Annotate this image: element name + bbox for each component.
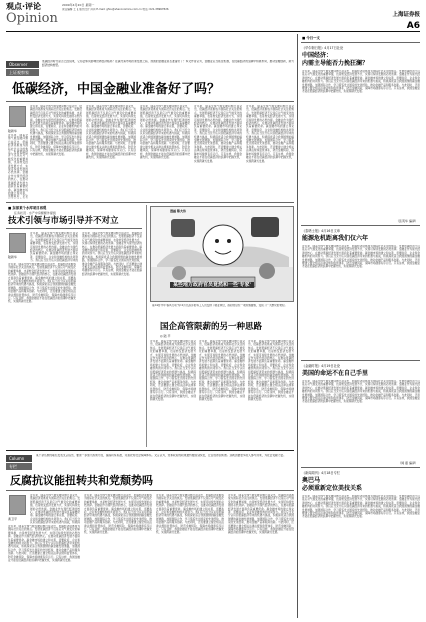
- right-item-2-body: 近年来，随着全球气候变暖问题日益突出，低碳经济逐渐成为国际社会关注的焦点。发展低碳经济不仅是应对气候变化的重要举措，也是转变经济发展方式、实现可持续发展的必然选择。金融业作为现代经济的核心，在推动低碳经济发展方面肩负着重要使命。碳金融市场的建立和完善，需要政府、企业和金融机构的共同努力。我们应当充分认识到低碳经济带来的机遇与挑战，积极探索适合我国国情的碳金融发展道路，加强国际合作，学习借鉴发达国家的先进经验，推动金融产品和服务创新。与此同时，还需要建立健全相关法律法规和监管体系，防范金融风险，保障市场健康有序运行。只有这样，我国金融业才能在低碳经济的浪潮中把握先机，实现跨越式发展。: [302, 245, 420, 269]
- page-number: A6: [406, 21, 420, 31]
- columnist-headline: 反腐抗议能扭转共和党颓势吗: [10, 474, 153, 487]
- columnist-col-2: 近年来，随着全球气候变暖问题日益突出，低碳经济逐渐成为国际社会关注的焦点。发展低碳经济不仅是应对气候变化的重要举措，也是转变经济发展方式、实现可持续发展的必然选择。金融业作为现代经济的核心，在推动低碳经济发展方面肩负着重要使命。碳金融市场的建立和完善，需要政府、企业和金融机构的共同努力。我们应当充分认识到低碳经济带来的机遇与挑战，积极探索适合我国国情的碳金融发展道路，加强国际合作，学习借鉴发达国家的先进经验，推动金融产品和服务创新。与此同时，还需要建立健全相关法律法规和监管体系，防范金融风险，保障市场健康有序运行。只有这样，我国金融业才能在低碳经济的浪潮中把握先机，实现跨越式发展。: [84, 494, 152, 535]
- columnist-col-3: 近年来，随着全球气候变暖问题日益突出，低碳经济逐渐成为国际社会关注的焦点。发展低碳经济不仅是应对气候变化的重要举措，也是转变经济发展方式、实现可持续发展的必然选择。金融业作为现代经济的核心，在推动低碳经济发展方面肩负着重要使命。碳金融市场的建立和完善，需要政府、企业和金融机构的共同努力。我们应当充分认识到低碳经济带来的机遇与挑战，积极探索适合我国国情的碳金融发展道路，加强国际合作，学习借鉴发达国家的先进经验，推动金融产品和服务创新。与此同时，还需要建立健全相关法律法规和监管体系，防范金融风险，保障市场健康有序运行。只有这样，我国金融业才能在低碳经济的浪潮中把握先机，实现跨越式发展。: [156, 494, 224, 535]
- left-col-1a: 近年来，随着全球气候变暖问题日益突出，低碳经济逐渐成为国际社会关注的焦点。发展低碳经济不仅是应对气候变化的重要举措，也是转变经济发展方式、实现可持续发展的必然选择。金融业作为现代经济的核心，在推动低碳经济发展方面肩负着重要使命。碳金融市场的建立和完善，需要政府、企业和金融机构的共同努力。我们应当充分认识到低碳经济带来的: [30, 232, 78, 262]
- observer-col-3: 近年来，随着全球气候变暖问题日益突出，低碳经济逐渐成为国际社会关注的焦点。发展低碳经济不仅是应对气候变化的重要举措，也是转变经济发展方式、实现可持续发展的必然选择。金融业作为现代经济的核心，在推动低碳经济发展方面肩负着重要使命。碳金融市场的建立和完善，需要政府、企业和金融机构的共同努力。我们应当充分认识到低碳经济带来的机遇与挑战，积极探索适合我国国情的碳金融发展道路，加强国际合作，学习借鉴发达国家的先进经验，推动金融产品和服务创新。与此同时，还需要建立健全相关法律法规和监管体系，防范金融风险，保障市场健康有序运行。只有这样，我国金融业才能在低碳经济的浪潮中把握先机，实现跨越式发展。: [140, 105, 190, 160]
- observer-col-4: 近年来，随着全球气候变暖问题日益突出，低碳经济逐渐成为国际社会关注的焦点。发展低碳经济不仅是应对气候变化的重要举措，也是转变经济发展方式、实现可持续发展的必然选择。金融业作为现代经济的核心，在推动低碳经济发展方面肩负着重要使命。碳金融市场的建立和完善，需要政府、企业和金融机构的共同努力。我们应当充分认识到低碳经济带来的机遇与挑战，积极探索适合我国国情的碳金融发展道路，加强国际合作，学习借鉴发达国家的先进经验，推动金融产品和服务创新。与此同时，还需要建立健全相关法律法规和监管体系，防范金融风险，保障市场健康有序运行。只有这样，我国金融业才能在低碳经济的浪潮中把握先机，实现跨越式发展。: [194, 105, 242, 163]
- left-col-2: 近年来，随着全球气候变暖问题日益突出，低碳经济逐渐成为国际社会关注的焦点。发展低碳经济不仅是应对气候变化的重要举措，也是转变经济发展方式、实现可持续发展的必然选择。金融业作为现代经济的核心，在推动低碳经济发展方面肩负着重要使命。碳金融市场的建立和完善，需要政府、企业和金融机构的共同努力。我们应当充分认识到低碳经济带来的机遇与挑战，积极探索适合我国国情的碳金融发展道路，加强国际合作，学习借鉴发达国家的先进经验，推动金融产品和服务创新。与此同时，还需要建立健全相关法律法规和监管体系，防范金融风险，保障市场健康有序运行。只有这样，我国金融业才能在低碳经济的浪潮中把握先机，实现跨越式发展。: [82, 232, 142, 276]
- columnist-headline-rule: [6, 490, 294, 491]
- center-author: ◎ 陆 平: [160, 334, 171, 338]
- right-item-3-source: 《金融时报》4月19日社论: [302, 364, 340, 368]
- left-headline: 技术引领与市场引导并不对立: [8, 216, 119, 226]
- right-item-4-title-2: 必须重新定位美技关系: [302, 485, 363, 492]
- right-item-4-title-1: 奥巴马: [302, 477, 321, 484]
- right-translator-1: （张英华 编译）: [396, 219, 418, 223]
- right-item-3-title: 美国的命运不在自己手里: [302, 370, 369, 377]
- left-kicker-2: 任务状况 · 水产中房额额外提到: [14, 211, 56, 215]
- right-item-1-body: 近年来，随着全球气候变暖问题日益突出，低碳经济逐渐成为国际社会关注的焦点。发展低碳经济不仅是应对气候变化的重要举措，也是转变经济发展方式、实现可持续发展的必然选择。金融业作为现代经济的核心，在推动低碳经济发展方面肩负着重要使命。碳金融市场的建立和完善，需要政府、企业和金融机构的共同努力。我们应当充分认识到低碳经济带来的机遇与挑战，积极探索适合我国国情的碳金融发展道路，加强国际合作，学习借鉴发达国家的先进经验，推动金融产品和服务创新。与此同时，还需要建立健全相关法律法规和监管体系，防范金融风险，保障市场健康有序运行。只有这样，我国金融业才能在低碳经济的浪潮中把握先机，实现跨越式发展。: [302, 70, 420, 94]
- right-title-rule: [301, 42, 420, 43]
- left-author-photo: [9, 233, 26, 253]
- left-headline-rule: [6, 228, 142, 229]
- right-item-2-source: 《泰晤士报》4月16日文章: [302, 229, 340, 233]
- observer-author: 陆新华: [8, 129, 18, 133]
- observer-col-1: 近年来，随着全球气候变暖问题日益突出，低碳经济逐渐成为国际社会关注的焦点。发展低碳经济不仅是应对气候变化的重要举措，也是转变经济发展方式、实现可持续发展的必然选择。金融业作为现代经济的核心，在推动低碳经济发展方面肩负着重要使命。碳金融市场的建立和完善，需要政府、企业和金融机构的共同努力。我们应当充分认识到低碳经济带来的机遇与挑战，积极探索适合我国国情的碳金融发展道路，加强国际合作，学习借鉴发达国家的先进经验，推动金融产品和服务创新。与此同时，还需要建立健全相关法律法规和监管体系，防范金融风险，保障市场健康有序运行。只有这样，我国金融业才能在低碳经济的浪潮中把握先机，实现跨越式发展。: [30, 105, 82, 156]
- paper-name: 上海证券报: [392, 12, 420, 18]
- center-col-3: 近年来，随着全球气候变暖问题日益突出，低碳经济逐渐成为国际社会关注的焦点。发展低碳经济不仅是应对气候变化的重要举措，也是转变经济发展方式、实现可持续发展的必然选择。金融业作为现代经济的核心，在推动低碳经济发展方面肩负着重要使命。碳金融市场的建立和完善，需要政府、企业和金融机构的共同努力。我们应当充分认识到低碳经济带来的机遇与挑战，积极探索适合我国国情的碳金融发展道路，加强国际合作，学习借鉴发达国家的先进经验，推动金融产品和服务创新。与此同时，还需要建立健全相关法律法规和监管体系，防范金融风险，保障市场健康有序运行。只有这样，我国金融业才能在低碳经济的浪潮中把握先机，实现跨越式发展。: [248, 340, 294, 401]
- columnist-deck: 某十余名教授联名发表文章指出，要进一步加大政策力度，提高扶贫标准，完善农村社会保障体系。文章认为，党和政府的政策最终要落到实处，让百姓得到实惠。这就需要更多的人参与进来，为社会贡献力量。: [36, 454, 286, 457]
- right-item-4-body: 近年来，随着全球气候变暖问题日益突出，低碳经济逐渐成为国际社会关注的焦点。发展低碳经济不仅是应对气候变化的重要举措，也是转变经济发展方式、实现可持续发展的必然选择。金融业作为现代经济的核心，在推动低碳经济发展方面肩负着重要使命。碳金融市场的建立和完善，需要政府、企业和金融机构的共同努力。我们应当充分认识到低碳经济带来的机遇与挑战，积极探索适合我国国情的碳金融发展道路，加强国际合作，学习借鉴发达国家的先进经验，推动金融产品和服务创新。与此同时，还需要建立健全相关法律法规和监管体系，防范金融风险，保障市场健康有序运行。只有这样，我国金融业才能在低碳经济的浪潮中把握先机，实现跨越式发展。: [302, 495, 420, 519]
- right-section-title: ■ 今日一文: [302, 36, 320, 40]
- columnist-col-4: 近年来，随着全球气候变暖问题日益突出，低碳经济逐渐成为国际社会关注的焦点。发展低碳经济不仅是应对气候变化的重要举措，也是转变经济发展方式、实现可持续发展的必然选择。金融业作为现代经济的核心，在推动低碳经济发展方面肩负着重要使命。碳金融市场的建立和完善，需要政府、企业和金融机构的共同努力。我们应当充分认识到低碳经济带来的机遇与挑战，积极探索适合我国国情的碳金融发展道路，加强国际合作，学习借鉴发达国家的先进经验，推动金融产品和服务创新。与此同时，还需要建立健全相关法律法规和监管体系，防范金融风险，保障市场健康有序运行。只有这样，我国金融业才能在低碳经济的浪潮中把握先机，实现跨越式发展。: [228, 494, 294, 535]
- right-translator-2: （闻 嘉 编译）: [398, 461, 418, 465]
- left-author: 陆新华: [8, 255, 18, 259]
- observer-bottom-rule: [6, 202, 294, 203]
- observer-col-5: 近年来，随着全球气候变暖问题日益突出，低碳经济逐渐成为国际社会关注的焦点。发展低碳经济不仅是应对气候变化的重要举措，也是转变经济发展方式、实现可持续发展的必然选择。金融业作为现代经济的核心，在推动低碳经济发展方面肩负着重要使命。碳金融市场的建立和完善，需要政府、企业和金融机构的共同努力。我们应当充分认识到低碳经济带来的机遇与挑战，积极探索适合我国国情的碳金融发展道路，加强国际合作，学习借鉴发达国家的先进经验，推动金融产品和服务创新。与此同时，还需要建立健全相关法律法规和监管体系，防范金融风险，保障市场健康有序运行。只有这样，我国金融业才能在低碳经济的浪潮中把握先机，实现跨越式发展。: [246, 105, 294, 163]
- observer-tag: Observer: [6, 61, 39, 68]
- section-title: 观点·评论: [6, 2, 42, 11]
- columnist-author: 黄卫平: [8, 517, 18, 521]
- observer-headline: 低碳经济，中国金融业准备好了吗？: [12, 82, 221, 97]
- masthead-rule: [6, 31, 420, 32]
- right-item-1-title-2: 内需主导能否力挽狂澜？: [302, 60, 369, 67]
- observer-col-2: 近年来，随着全球气候变暖问题日益突出，低碳经济逐渐成为国际社会关注的焦点。发展低碳经济不仅是应对气候变化的重要举措，也是转变经济发展方式、实现可持续发展的必然选择。金融业作为现代经济的核心，在推动低碳经济发展方面肩负着重要使命。碳金融市场的建立和完善，需要政府、企业和金融机构的共同努力。我们应当充分认识到低碳经济带来的机遇与挑战，积极探索适合我国国情的碳金融发展道路，加强国际合作，学习借鉴发达国家的先进经验，推动金融产品和服务创新。与此同时，还需要建立健全相关法律法规和监管体系，防范金融风险，保障市场健康有序运行。只有这样，我国金融业才能在低碳经济的浪潮中把握先机，实现跨越式发展。: [86, 105, 136, 160]
- right-item-1-title-1: 中国经济：: [302, 52, 333, 59]
- illustration-caption: 第14台今年'春风行动'为10万名返乡的务工人员安排了就业岗位，政府的这些一项实施措施，受到了广大群众的欢迎。: [152, 304, 288, 307]
- right-item-2-title: 能源危机距离我们仅六年: [302, 235, 369, 242]
- right-rule-2: [301, 360, 420, 361]
- column-tag: Column: [6, 455, 32, 462]
- columnist-top-rule: [6, 450, 294, 451]
- columnist-col-1a: 近年来，随着全球气候变暖问题日益突出，低碳经济逐渐成为国际社会关注的焦点。发展低碳经济不仅是应对气候变化的重要举措，也是转变经济发展方式、实现可持续发展的必然选择。金融业作为现代经济的核心，在推动低碳经济发展方面肩负着重要使命。碳金融市场的建立和完善，需要政府、企业和金融机构的共同努力。我们应当充分认识到低碳经济带来的机遇与挑战，积极探: [30, 494, 80, 524]
- editor-line: 责任编辑 王飞 版式设计 肖肖 E-mail: gfxu@sheconomics.com.cn 电话: 021-38967826: [62, 8, 169, 11]
- right-rule-3: [301, 467, 420, 468]
- author-photo: [9, 106, 26, 127]
- columnist-col-1: 近年来，随着全球气候变暖问题日益突出，低碳经济逐渐成为国际社会关注的焦点。发展低碳经济不仅是应对气候变化的重要举措，也是转变经济发展方式、实现可持续发展的必然选择。金融业作为现代经济的核心，在推动低碳经济发展方面肩负着重要使命。碳金融市场的建立和完善，需要政府、企业和金融机构的共同努力。我们应当充分认识到低碳经济带来的机遇与挑战，积极探索适合我国国情的碳金融发展道路，加强国际合作，学习借鉴发达国家的先进经验，推动金融产品和服务创新。与此同时，还需要建立健全相关法律法规和监管体系，防范金融风险，保障市场健康有序运行。只有这样，我国金融业才能在低碳经济的浪潮中把握先机，实现跨越式发展。: [8, 525, 80, 563]
- right-item-3-body: 近年来，随着全球气候变暖问题日益突出，低碳经济逐渐成为国际社会关注的焦点。发展低碳经济不仅是应对气候变化的重要举措，也是转变经济发展方式、实现可持续发展的必然选择。金融业作为现代经济的核心，在推动低碳经济发展方面肩负着重要使命。碳金融市场的建立和完善，需要政府、企业和金融机构的共同努力。我们应当充分认识到低碳经济带来的机遇与挑战，积极探索适合我国国情的碳金融发展道路，加强国际合作，学习借鉴发达国家的先进经验，推动金融产品和服务创新。与此同时，还需要建立健全相关法律法规和监管体系，防范金融风险，保障市场健康有序运行。只有这样，我国金融业才能在低碳经济的浪潮中把握先机，实现跨越式发展。: [302, 380, 420, 404]
- left-divider: [146, 205, 147, 447]
- center-col-1: 近年来，随着全球气候变暖问题日益突出，低碳经济逐渐成为国际社会关注的焦点。发展低碳经济不仅是应对气候变化的重要举措，也是转变经济发展方式、实现可持续发展的必然选择。金融业作为现代经济的核心，在推动低碳经济发展方面肩负着重要使命。碳金融市场的建立和完善，需要政府、企业和金融机构的共同努力。我们应当充分认识到低碳经济带来的机遇与挑战，积极探索适合我国国情的碳金融发展道路，加强国际合作，学习借鉴发达国家的先进经验，推动金融产品和服务创新。与此同时，还需要建立健全相关法律法规和监管体系，防范金融风险，保障市场健康有序运行。只有这样，我国金融业才能在低碳经济的浪潮中把握先机，实现跨越式发展。: [150, 340, 196, 401]
- illustration-credit: 漫画 陈大伟: [170, 209, 187, 213]
- right-rule-1: [301, 225, 420, 226]
- right-item-1-source: 《华尔街日报》4月17日社论: [302, 46, 344, 50]
- column-tag-cn: 专栏: [6, 463, 32, 470]
- observer-headline-rule: [6, 101, 294, 102]
- observer-tag-cn: 上证观察家: [6, 69, 39, 76]
- observer-col-1b: 近年来，随着全球气候变暖问题日益突出，低碳经济逐渐成为国际社会关注的焦点。发展低碳经济不仅是应对气候变化的重要举措，也是转变经济发展方式、实现可持续发展的必然选择。金融业作为现代经济的核心，在推动低碳经济发展方面肩负着重要使命。碳金融市场的建立和完善，需要政府、企业: [8, 134, 28, 199]
- center-col-2: 近年来，随着全球气候变暖问题日益突出，低碳经济逐渐成为国际社会关注的焦点。发展低碳经济不仅是应对气候变化的重要举措，也是转变经济发展方式、实现可持续发展的必然选择。金融业作为现代经济的核心，在推动低碳经济发展方面肩负着重要使命。碳金融市场的建立和完善，需要政府、企业和金融机构的共同努力。我们应当充分认识到低碳经济带来的机遇与挑战，积极探索适合我国国情的碳金融发展道路，加强国际合作，学习借鉴发达国家的先进经验，推动金融产品和服务创新。与此同时，还需要建立健全相关法律法规和监管体系，防范金融风险，保障市场健康有序运行。只有这样，我国金融业才能在低碳经济的浪潮中把握先机，实现跨越式发展。: [199, 340, 245, 401]
- right-item-4-source: 《新闻周刊》4月18日专栏: [302, 471, 340, 475]
- center-headline: 国企高管限薪的另一种思路: [160, 322, 263, 332]
- observer-deck: 低碳经济时代是否已经到来，它将会如何影响世界经济格局？在碳交易市场迅速发展之际，我国的金融业是否准备好了？本文作者认为，金融业应当抓住机遇，在低碳经济的浪潮中积极布局，推动金融创新，助力经济结构转型。: [42, 60, 294, 67]
- columnist-photo: [9, 495, 26, 515]
- section-title-en: Opinion: [6, 11, 58, 26]
- left-col-1: 近年来，随着全球气候变暖问题日益突出，低碳经济逐渐成为国际社会关注的焦点。发展低碳经济不仅是应对气候变化的重要举措，也是转变经济发展方式、实现可持续发展的必然选择。金融业作为现代经济的核心，在推动低碳经济发展方面肩负着重要使命。碳金融市场的建立和完善，需要政府、企业和金融机构的共同努力。我们应当充分认识到低碳经济带来的机遇与挑战，积极探索适合我国国情的碳金融发展道路，加强国际合作，学习借鉴发达国家的先进经验，推动金融产品和服务创新。与此同时，还需要建立健全相关法律法规和监管体系，防范金融风险，保障市场健康有序运行。只有这样，我国金融业才能在低碳经济的浪潮中把握先机，实现跨越式发展。: [8, 263, 76, 304]
- right-divider: [297, 34, 298, 618]
- issue-date: 2009年4月20日 星期一: [62, 3, 95, 7]
- illustration-banner: 某些地方政府官员竟然和一些'专家': [170, 282, 254, 288]
- left-kicker: ■ 东部某个水库项目再观: [8, 206, 47, 210]
